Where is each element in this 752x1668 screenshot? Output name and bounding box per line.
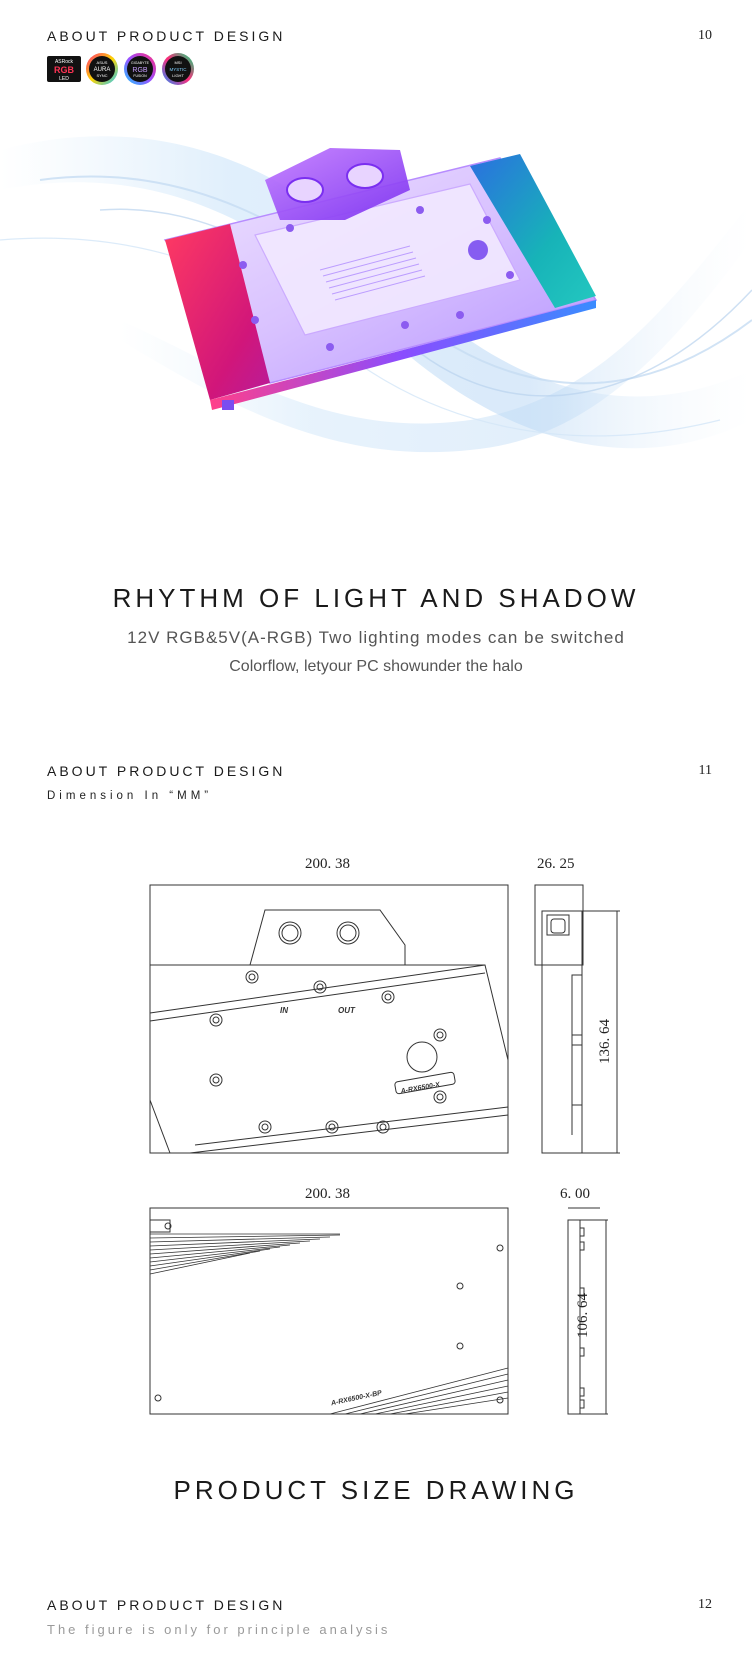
svg-text:AURA: AURA	[93, 67, 111, 73]
gpu-waterblock-render	[0, 120, 752, 500]
svg-text:SYNC: SYNC	[96, 73, 108, 78]
section-heading: PRODUCT SIZE DRAWING	[173, 1475, 579, 1505]
page-number: 10	[698, 28, 712, 43]
dimension-label: 200. 38	[305, 1186, 350, 1202]
section-header: ABOUT PRODUCT DESIGN	[47, 1597, 286, 1613]
svg-text:RGB: RGB	[54, 65, 74, 75]
msi-mystic-light-logo	[161, 52, 195, 86]
asus-aura-sync-logo	[85, 52, 119, 86]
back-view-drawing	[150, 1208, 510, 1416]
svg-text:IN: IN	[280, 1006, 288, 1015]
section-header: ABOUT PRODUCT DESIGN	[47, 763, 286, 779]
svg-text:MYSTIC: MYSTIC	[169, 67, 187, 72]
svg-text:A-RX6500-X: A-RX6500-X	[400, 1081, 441, 1096]
section-subtitle: The figure is only for principle analysis	[47, 1622, 391, 1637]
section-heading: RHYTHM OF LIGHT AND SHADOW	[112, 583, 640, 613]
svg-text:A-RX6500-X-BP: A-RX6500-X-BP	[330, 1389, 383, 1408]
svg-text:ASUS: ASUS	[96, 60, 108, 65]
dimension-label: 106. 64	[575, 1293, 591, 1338]
section-subtitle: Dimension In “MM”	[47, 790, 213, 802]
page-number: 12	[698, 1597, 712, 1612]
svg-text:MSI: MSI	[174, 60, 182, 65]
svg-text:OUT: OUT	[338, 1006, 355, 1015]
svg-text:RGB: RGB	[132, 67, 148, 74]
dimension-label: 26. 25	[537, 856, 575, 872]
svg-text:GIGABYTE: GIGABYTE	[131, 61, 149, 65]
dimension-label: 6. 00	[560, 1186, 590, 1202]
lighting-modes-text: 12V RGB&5V(A-RGB) Two lighting modes can be switched	[127, 628, 625, 647]
section-header: ABOUT PRODUCT DESIGN	[47, 28, 286, 44]
dimension-label: 200. 38	[305, 856, 350, 872]
tagline-text: Colorflow, letyour PC showunder the halo	[229, 658, 523, 675]
svg-text:LED: LED	[59, 76, 69, 82]
gigabyte-rgb-fusion-logo	[123, 52, 157, 86]
page-number: 11	[698, 763, 712, 778]
svg-text:ASRock: ASRock	[54, 59, 74, 65]
svg-text:FUSION: FUSION	[133, 74, 147, 78]
dimension-label: 136. 64	[597, 1019, 613, 1064]
asrock-rgb-led-logo	[47, 52, 81, 86]
svg-text:LIGHT: LIGHT	[172, 73, 184, 78]
front-view-drawing	[150, 885, 510, 1155]
